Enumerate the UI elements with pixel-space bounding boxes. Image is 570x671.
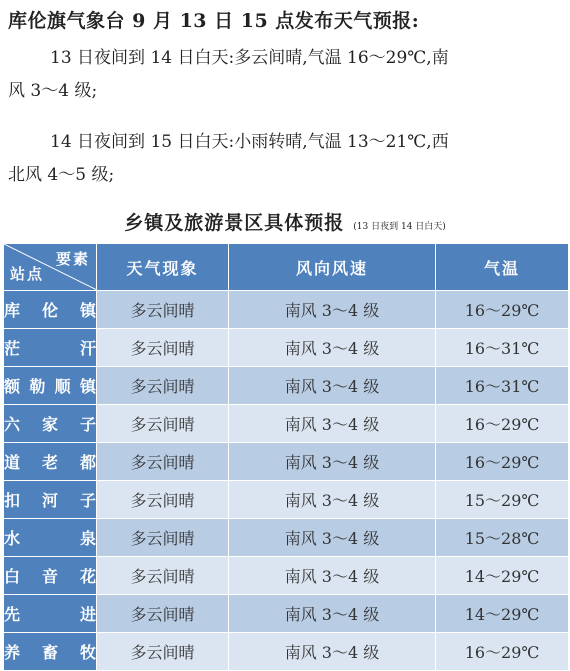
corner-label-stations: 站点 (10, 265, 45, 283)
weather-cell: 多云间晴 (97, 633, 229, 671)
weather-cell: 多云间晴 (97, 443, 229, 481)
table-title-note: (13 日夜到 14 日白天) (353, 222, 446, 232)
station-cell: 六家子 (4, 405, 97, 443)
forecast-line: 北风 4～5 级; (8, 165, 115, 185)
temperature-cell: 16～29℃ (436, 291, 569, 329)
table-title-text: 乡镇及旅游景区具体预报 (124, 212, 345, 234)
weather-cell: 多云间晴 (97, 367, 229, 405)
table-row (4, 557, 569, 595)
wind-cell: 南风 3～4 级 (229, 519, 436, 557)
table-title (0, 208, 570, 235)
weather-cell: 多云间晴 (97, 405, 229, 443)
table-row (4, 595, 569, 633)
forecast-line: 14 日夜间到 15 日白天:小雨转晴,气温 13～21℃,西 (50, 132, 449, 152)
forecast-paragraph-1 (8, 42, 563, 108)
wind-cell: 南风 3～4 级 (229, 367, 436, 405)
station-cell: 茫汗 (4, 329, 97, 367)
weather-cell: 多云间晴 (97, 481, 229, 519)
temperature-cell: 15～28℃ (436, 519, 569, 557)
wind-cell: 南风 3～4 级 (229, 405, 436, 443)
weather-cell: 多云间晴 (97, 329, 229, 367)
table-row (4, 443, 569, 481)
wind-cell: 南风 3～4 级 (229, 329, 436, 367)
corner-header-cell (4, 244, 97, 291)
header-weather: 天气现象 (97, 244, 229, 291)
table-row (4, 481, 569, 519)
weather-cell: 多云间晴 (97, 595, 229, 633)
wind-cell: 南风 3～4 级 (229, 481, 436, 519)
header-temperature: 气温 (436, 244, 569, 291)
station-cell: 先进 (4, 595, 97, 633)
station-cell: 扣河子 (4, 481, 97, 519)
weather-cell: 多云间晴 (97, 557, 229, 595)
table-header-row (4, 244, 569, 291)
temperature-cell: 16～29℃ (436, 633, 569, 671)
station-cell: 库伦镇 (4, 291, 97, 329)
station-cell: 水泉 (4, 519, 97, 557)
station-cell: 养畜牧 (4, 633, 97, 671)
forecast-table (3, 243, 569, 671)
forecast-line: 13 日夜间到 14 日白天:多云间晴,气温 16～29℃,南 (50, 48, 449, 68)
wind-cell: 南风 3～4 级 (229, 291, 436, 329)
temperature-cell: 16～29℃ (436, 443, 569, 481)
header-wind: 风向风速 (229, 244, 436, 291)
forecast-heading: 库伦旗气象台 9 月 13 日 15 点发布天气预报: (8, 10, 420, 32)
station-cell: 额勒顺镇 (4, 367, 97, 405)
table-row (4, 633, 569, 671)
wind-cell: 南风 3～4 级 (229, 595, 436, 633)
weather-cell: 多云间晴 (97, 519, 229, 557)
temperature-cell: 14～29℃ (436, 595, 569, 633)
station-cell: 白音花 (4, 557, 97, 595)
temperature-cell: 15～29℃ (436, 481, 569, 519)
table-row (4, 405, 569, 443)
table-row (4, 367, 569, 405)
temperature-cell: 16～31℃ (436, 329, 569, 367)
temperature-cell: 16～29℃ (436, 405, 569, 443)
forecast-line: 风 3～4 级; (8, 81, 98, 101)
wind-cell: 南风 3～4 级 (229, 443, 436, 481)
temperature-cell: 16～31℃ (436, 367, 569, 405)
table-row (4, 329, 569, 367)
corner-label-elements: 要素 (55, 250, 90, 268)
station-cell: 道老都 (4, 443, 97, 481)
wind-cell: 南风 3～4 级 (229, 557, 436, 595)
weather-cell: 多云间晴 (97, 291, 229, 329)
table-row (4, 519, 569, 557)
temperature-cell: 14～29℃ (436, 557, 569, 595)
table-row (4, 291, 569, 329)
forecast-paragraph-2 (8, 126, 563, 192)
wind-cell: 南风 3～4 级 (229, 633, 436, 671)
